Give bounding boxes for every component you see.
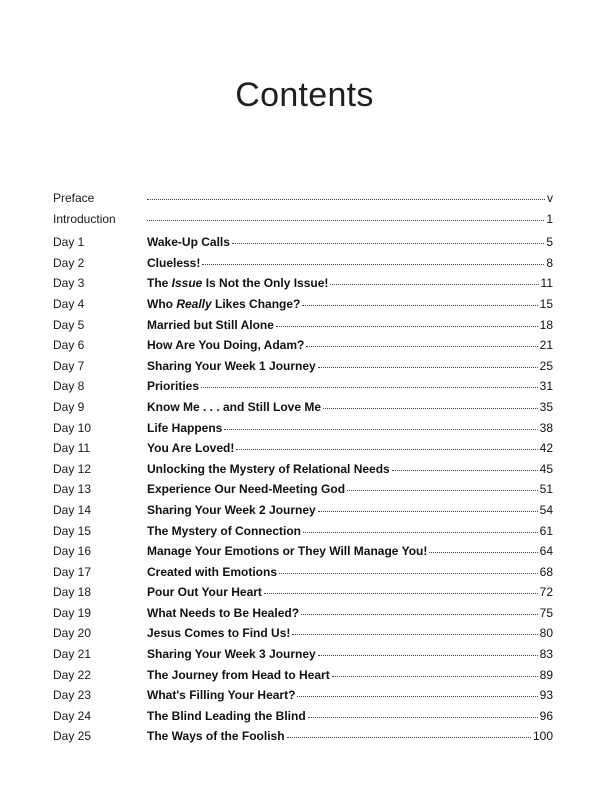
dot-leader	[302, 304, 537, 306]
page-title: Contents	[235, 76, 374, 114]
day-label: Day 13	[53, 482, 92, 497]
toc-entry	[147, 585, 553, 599]
chapter-title	[147, 565, 277, 579]
toc-entry	[147, 338, 553, 352]
page-number: 80	[539, 626, 553, 641]
day-label: Day 8	[53, 379, 85, 394]
dot-leader	[330, 283, 538, 285]
page-number: 75	[539, 605, 553, 620]
chapter-title-emphasis: Issue	[171, 276, 203, 291]
toc-row	[53, 318, 553, 339]
chapter-title-text: The Ways of the Foolish	[147, 729, 285, 744]
toc-row	[53, 606, 553, 627]
toc-row	[53, 276, 553, 297]
day-label: Day 23	[53, 688, 92, 703]
chapter-title	[147, 359, 316, 373]
toc-entry	[147, 318, 553, 332]
dot-leader	[292, 633, 537, 635]
toc-entry	[147, 379, 553, 393]
chapter-title	[147, 482, 345, 496]
toc-row	[53, 544, 553, 565]
toc-entry	[147, 441, 553, 455]
toc-front-matter-row	[53, 212, 553, 233]
front-matter-label: Preface	[53, 191, 95, 205]
toc-row	[53, 235, 553, 256]
dot-leader	[224, 428, 537, 430]
front-matter-label: Introduction	[53, 211, 116, 226]
chapter-title-text: Sharing Your Week 2 Journey	[147, 502, 316, 517]
dot-leader	[202, 263, 544, 265]
dot-leader	[303, 531, 538, 533]
toc-entry	[147, 297, 553, 311]
page-number: 68	[539, 564, 553, 579]
dot-leader	[232, 242, 544, 244]
dot-leader	[201, 386, 538, 388]
toc-row	[53, 668, 553, 689]
page-number: 18	[539, 317, 553, 332]
chapter-title	[147, 688, 295, 702]
day-label: Day 24	[53, 708, 92, 723]
dot-leader	[301, 613, 538, 615]
toc-row	[53, 524, 553, 545]
day-label: Day 22	[53, 667, 92, 682]
day-label: Day 19	[53, 605, 92, 620]
dot-leader	[429, 551, 537, 553]
page-number: 45	[539, 461, 553, 476]
toc-entry	[147, 668, 553, 682]
chapter-title-text: Pour Out Your Heart	[147, 585, 262, 600]
toc-row	[53, 585, 553, 606]
day-label: Day 11	[53, 441, 91, 456]
dot-leader	[147, 219, 544, 221]
chapter-title-text: Who	[147, 296, 177, 311]
toc-row	[53, 503, 553, 524]
toc-entry	[147, 729, 553, 743]
page-number: 38	[539, 420, 553, 435]
day-label: Day 20	[53, 626, 92, 641]
toc-entry	[147, 256, 553, 270]
dot-leader	[392, 469, 538, 471]
chapter-title	[147, 256, 200, 270]
page-number: 96	[539, 708, 553, 723]
chapter-title	[147, 421, 222, 435]
chapter-title-emphasis: Really	[176, 296, 212, 311]
toc-row	[53, 626, 553, 647]
toc-row	[53, 482, 553, 503]
toc-entry	[147, 688, 553, 702]
toc-entry	[147, 626, 553, 640]
toc-entry	[147, 359, 553, 373]
chapter-title-text: Clueless!	[147, 255, 201, 270]
dot-leader	[279, 572, 538, 574]
chapter-title	[147, 318, 274, 332]
chapter-title-text: Unlocking the Mystery of Relational Needs	[147, 461, 390, 476]
chapter-title-text: Married but Still Alone	[147, 317, 274, 332]
chapter-title	[147, 297, 300, 311]
day-label: Day 12	[53, 461, 92, 476]
toc-row	[53, 297, 553, 318]
chapter-title	[147, 626, 290, 640]
chapter-title	[147, 400, 321, 414]
dot-leader	[308, 716, 538, 718]
toc-row	[53, 338, 553, 359]
page-number: 89	[539, 667, 553, 682]
chapter-title	[147, 276, 328, 290]
page-number: 5	[546, 235, 553, 250]
chapter-title-text: Created with Emotions	[147, 564, 278, 579]
dot-leader	[318, 510, 538, 512]
day-label: Day 25	[53, 729, 92, 744]
toc-entry	[147, 524, 553, 538]
chapter-title	[147, 544, 427, 558]
chapter-title	[147, 524, 301, 538]
toc-row	[53, 729, 553, 750]
day-label: Day 21	[53, 647, 92, 662]
dot-leader	[323, 407, 538, 409]
page-number: 100	[532, 729, 553, 744]
chapter-title-text: The	[147, 276, 172, 291]
dot-leader	[347, 489, 538, 491]
chapter-title-text: How Are You Doing, Adam?	[147, 338, 305, 353]
chapter-title	[147, 709, 306, 723]
day-label: Day 1	[53, 235, 85, 250]
toc-row	[53, 688, 553, 709]
day-label: Day 9	[53, 399, 85, 414]
day-label: Day 2	[53, 255, 85, 270]
chapter-title-text: Know Me . . . and Still Love Me	[147, 399, 322, 414]
toc-entry	[147, 544, 553, 558]
dot-leader	[297, 695, 537, 697]
chapter-title	[147, 668, 330, 682]
toc-row	[53, 359, 553, 380]
chapter-title	[147, 462, 390, 476]
toc-entry	[147, 276, 553, 290]
toc-row	[53, 462, 553, 483]
chapter-title	[147, 606, 299, 620]
page-number: 54	[539, 502, 553, 517]
day-label: Day 4	[53, 296, 85, 311]
page-number: 11	[540, 276, 553, 291]
chapter-title-text: The Blind Leading the Blind	[147, 708, 306, 723]
front-matter-entry	[147, 212, 553, 226]
toc-entry	[147, 400, 553, 414]
page-number: 72	[539, 585, 553, 600]
day-label: Day 17	[53, 564, 92, 579]
toc-entry	[147, 482, 553, 496]
dot-leader	[236, 448, 537, 450]
dot-leader	[264, 592, 538, 594]
toc-row	[53, 709, 553, 730]
table-of-contents	[53, 191, 553, 750]
chapter-title-text-end: Likes Change?	[211, 296, 301, 311]
day-label: Day 3	[53, 276, 85, 291]
day-label: Day 15	[53, 523, 92, 538]
page-number: 1	[546, 211, 553, 226]
day-label: Day 7	[53, 358, 85, 373]
dot-leader	[332, 675, 538, 677]
chapter-title-text: Life Happens	[147, 420, 223, 435]
chapter-title	[147, 235, 230, 249]
page-number: 15	[539, 296, 553, 311]
toc-entry	[147, 462, 553, 476]
chapter-title-text: Priorities	[147, 379, 200, 394]
toc-row	[53, 421, 553, 442]
page-number: 21	[539, 338, 553, 353]
chapter-title-text-end: Is Not the Only Issue!	[202, 276, 329, 291]
chapter-title	[147, 338, 304, 352]
chapter-title-text: Sharing Your Week 3 Journey	[147, 647, 316, 662]
chapter-title-text: You Are Loved!	[147, 441, 235, 456]
toc-row	[53, 647, 553, 668]
day-label: Day 18	[53, 585, 92, 600]
page-number: 42	[539, 441, 553, 456]
dot-leader	[318, 654, 538, 656]
dot-leader	[276, 325, 538, 327]
chapter-title	[147, 729, 285, 743]
chapter-title-text: The Mystery of Connection	[147, 523, 302, 538]
page-number: 31	[539, 379, 553, 394]
page-number: 35	[539, 399, 553, 414]
toc-front-matter-row	[53, 191, 553, 212]
toc-row	[53, 441, 553, 462]
chapter-title-text: What's Filling Your Heart?	[147, 688, 296, 703]
toc-entry	[147, 421, 553, 435]
toc-row	[53, 379, 553, 400]
chapter-title-text: Experience Our Need-Meeting God	[147, 482, 346, 497]
day-label: Day 10	[53, 420, 92, 435]
chapter-title-text: Jesus Comes to Find Us!	[147, 626, 291, 641]
page-number: 61	[539, 523, 553, 538]
chapter-title-text: Sharing Your Week 1 Journey	[147, 358, 316, 373]
chapter-title	[147, 503, 316, 517]
day-label: Day 16	[53, 544, 92, 559]
chapter-title	[147, 441, 234, 455]
toc-entry	[147, 606, 553, 620]
toc-entry	[147, 709, 553, 723]
day-label: Day 6	[53, 338, 85, 353]
toc-entry	[147, 503, 553, 517]
day-label: Day 14	[53, 502, 92, 517]
chapter-title-text: Manage Your Emotions or They Will Manage You!	[147, 544, 428, 559]
page-number: 93	[539, 688, 553, 703]
page-number: 8	[546, 255, 553, 270]
toc-entry	[147, 647, 553, 661]
chapter-title	[147, 379, 199, 393]
dot-leader	[287, 736, 531, 738]
front-matter-entry	[147, 191, 553, 205]
toc-row	[53, 256, 553, 277]
page-number: 51	[539, 482, 553, 497]
toc-row	[53, 400, 553, 421]
toc-row	[53, 565, 553, 586]
page-number: 64	[539, 544, 553, 559]
toc-entry	[147, 235, 553, 249]
chapter-title-text: What Needs to Be Healed?	[147, 605, 300, 620]
chapter-title	[147, 647, 316, 661]
page-number: 25	[539, 358, 553, 373]
toc-entry	[147, 565, 553, 579]
dot-leader	[147, 198, 545, 200]
day-label: Day 5	[53, 317, 85, 332]
dot-leader	[318, 366, 538, 368]
page-number: v	[547, 191, 553, 205]
dot-leader	[306, 345, 537, 347]
chapter-title-text: The Journey from Head to Heart	[147, 667, 330, 682]
page-number: 83	[539, 647, 553, 662]
chapter-title	[147, 585, 262, 599]
chapter-title-text: Wake-Up Calls	[147, 235, 230, 250]
